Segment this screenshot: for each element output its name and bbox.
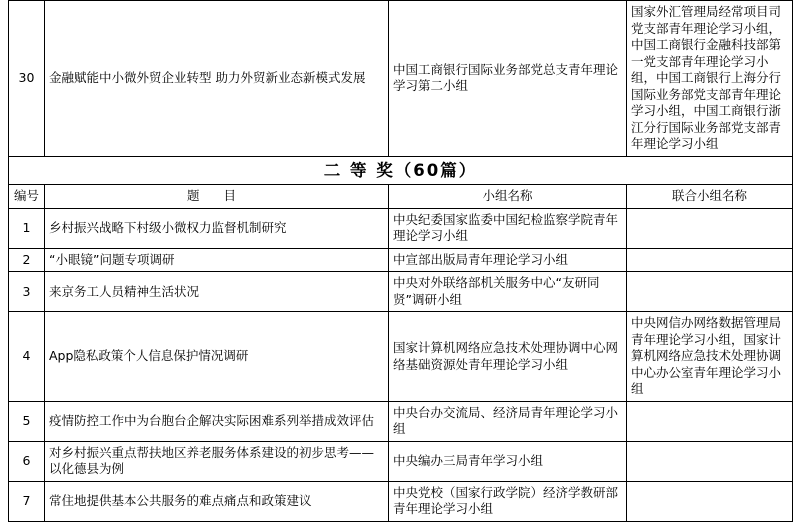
row-title: 来京务工人员精神生活状况 xyxy=(45,272,389,312)
row-number: 4 xyxy=(9,312,45,402)
table-row xyxy=(9,401,793,441)
row-number: 6 xyxy=(9,441,45,481)
row-joint-group xyxy=(627,272,793,312)
row-group: 中央台办交流局、经济局青年理论学习小组 xyxy=(389,401,627,441)
header-group: 小组名称 xyxy=(389,185,627,209)
table-row xyxy=(9,272,793,312)
row-group: 国家计算机网络应急技术处理协调中心网络基础资源处青年理论学习小组 xyxy=(389,312,627,402)
row-joint-group xyxy=(627,208,793,248)
row-title: 金融赋能中小微外贸企业转型 助力外贸新业态新模式发展 xyxy=(45,1,389,157)
table-row xyxy=(9,481,793,521)
header-num: 编号 xyxy=(9,185,45,209)
row-group: 中央党校（国家行政学院）经济学教研部青年理论学习小组 xyxy=(389,481,627,521)
row-group: 中央编办三局青年学习小组 xyxy=(389,441,627,481)
row-title: 乡村振兴战略下村级小微权力监督机制研究 xyxy=(45,208,389,248)
row-joint-group xyxy=(627,441,793,481)
table-row xyxy=(9,1,793,157)
row-number: 2 xyxy=(9,248,45,272)
table-row xyxy=(9,208,793,248)
header-joint: 联合小组名称 xyxy=(627,185,793,209)
row-number: 1 xyxy=(9,208,45,248)
row-group: 中宣部出版局青年理论学习小组 xyxy=(389,248,627,272)
table-row xyxy=(9,441,793,481)
row-title: 疫情防控工作中为台胞台企解决实际困难系列举措成效评估 xyxy=(45,401,389,441)
table-row xyxy=(9,312,793,402)
row-title: “小眼镜”问题专项调研 xyxy=(45,248,389,272)
row-joint-group: 中央网信办网络数据管理局青年理论学习小组，国家计算机网络应急技术处理协调中心办公室青年理论学习小组 xyxy=(627,312,793,402)
row-number: 3 xyxy=(9,272,45,312)
table-header-row xyxy=(9,185,793,209)
row-title: 对乡村振兴重点帮扶地区养老服务体系建设的初步思考——以化德县为例 xyxy=(45,441,389,481)
row-group: 中央对外联络部机关服务中心“友研同贤”调研小组 xyxy=(389,272,627,312)
row-title: App隐私政策个人信息保护情况调研 xyxy=(45,312,389,402)
award-banner-text: 二 等 奖（60篇） xyxy=(323,160,478,180)
header-title: 题 目 xyxy=(45,185,389,209)
row-group: 中国工商银行国际业务部党总支青年理论学习第二小组 xyxy=(389,1,627,157)
row-number: 7 xyxy=(9,481,45,521)
award-banner xyxy=(9,156,793,185)
row-joint-group xyxy=(627,481,793,521)
row-number: 30 xyxy=(9,1,45,157)
row-title: 常住地提供基本公共服务的难点痛点和政策建议 xyxy=(45,481,389,521)
award-banner-row xyxy=(9,156,793,185)
row-joint-group: 国家外汇管理局经常项目司党支部青年理论学习小组，中国工商银行金融科技部第一党支部青年理论学习小组，中国工商银行上海分行国际业务部党支部青年理论学习小组，中国工商银行浙江分行国际业务部党支部青年理论学习小组 xyxy=(627,1,793,157)
row-group: 中央纪委国家监委中国纪检监察学院青年理论学习小组 xyxy=(389,208,627,248)
row-joint-group xyxy=(627,248,793,272)
row-number: 5 xyxy=(9,401,45,441)
table-row xyxy=(9,248,793,272)
awards-table xyxy=(8,0,793,522)
row-joint-group xyxy=(627,401,793,441)
